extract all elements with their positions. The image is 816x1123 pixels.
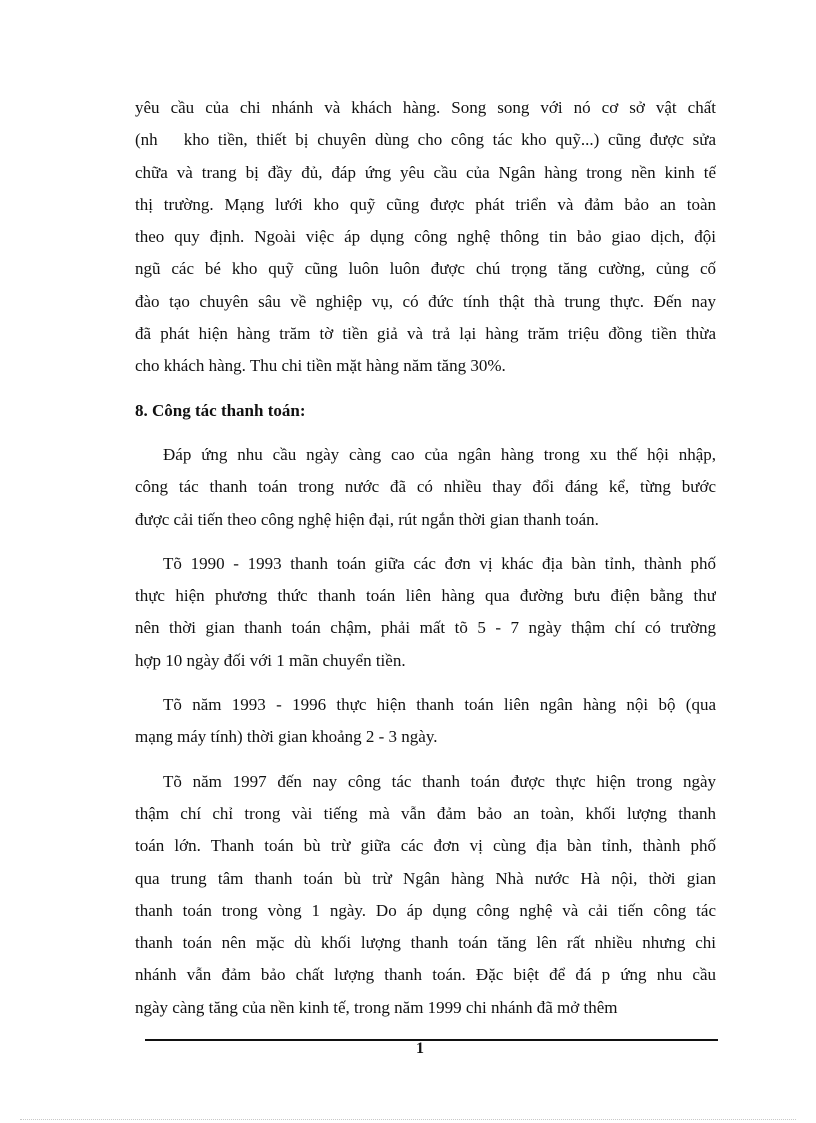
text-line: theo quy định. Ngoài việc áp dụng công nghệ thông tin bảo giao dịch, đội	[135, 227, 716, 247]
text-line: đã phát hiện hàng trăm tờ tiền giả và trả lại hàng trăm triệu đồng tiền thừa	[135, 324, 716, 344]
text-line: qua trung tâm thanh toán bù trừ Ngân hàng Nhà nước Hà nội, thời gian	[135, 868, 716, 888]
text-line: toán lớn. Thanh toán bù trừ giữa các đơn vị cùng địa bàn tỉnh, thành phố	[135, 836, 716, 856]
paragraph-1997-nay	[135, 766, 716, 1024]
text-line: nên thời gian thanh toán chậm, phải mất tõ 5 - 7 ngày thậm chí có trường	[135, 618, 716, 638]
page-edge-divider	[20, 1119, 796, 1120]
page-number: 1	[416, 1040, 424, 1057]
text-line: Đáp ứng nhu cầu ngày càng cao của ngân hàng trong xu thế hội nhập,	[163, 444, 716, 464]
text-line: Tõ năm 1993 - 1996 thực hiện thanh toán liên ngân hàng nội bộ (qua	[163, 695, 716, 715]
paragraph-1993-1996	[135, 689, 716, 754]
paragraph-thanh-toan-intro	[135, 439, 716, 536]
section-heading: 8. Công tác thanh toán:	[135, 400, 306, 420]
text-line: nhánh vẫn đảm bảo chất lượng thanh toán. Đặc biệt để đá p ứng nhu cầu	[135, 965, 716, 985]
paragraph-1990-1993	[135, 548, 716, 677]
text-line: thanh toán trong vòng 1 ngày. Do áp dụng công nghệ và cải tiến công tác	[135, 900, 716, 920]
text-line: thực hiện phương thức thanh toán liên hàng qua đường bưu điện bằng thư	[135, 586, 716, 606]
paragraph-kho-quy	[135, 92, 716, 383]
text-line: được cải tiến theo công nghệ hiện đại, rút ngắn thời gian thanh toán.	[135, 509, 599, 529]
text-line: chữa và trang bị đầy đủ, đáp ứng yêu cầu của Ngân hàng trong nền kinh tế	[135, 162, 716, 182]
text-line: đào tạo chuyên sâu về nghiệp vụ, có đức tính thật thà trung thực. Đến nay	[135, 291, 716, 311]
text-line: Tõ năm 1997 đến nay công tác thanh toán được thực hiện trong ngày	[163, 771, 716, 791]
text-line: hợp 10 ngày đối với 1 mãn chuyển tiền.	[135, 650, 406, 670]
text-line: thị trường. Mạng lưới kho quỹ cũng được phát triển và đảm bảo an toàn	[135, 194, 716, 214]
text-line: cho khách hàng. Thu chi tiền mặt hàng năm tăng 30%.	[135, 356, 506, 376]
text-line: mạng máy tính) thời gian khoảng 2 - 3 ngày.	[135, 727, 438, 747]
text-line: Tõ 1990 - 1993 thanh toán giữa các đơn vị khác địa bàn tỉnh, thành phố	[163, 553, 716, 573]
body-text	[135, 92, 716, 1024]
text-line: yêu cầu của chi nhánh và khách hàng. Song song với nó cơ sở vật chất	[135, 98, 716, 117]
text-line: ngày càng tăng của nền kinh tế, trong năm 1999 chi nhánh đã mở thêm	[135, 997, 618, 1017]
text-line: công tác thanh toán trong nước đã có nhiều thay đổi đáng kể, từng bước	[135, 477, 716, 497]
text-line: (nh kho tiền, thiết bị chuyên dùng cho công tác kho quỹ...) cũng được sửa	[135, 130, 716, 150]
text-line: thậm chí chỉ trong vài tiếng mà vẫn đảm bảo an toàn, khối lượng thanh	[135, 803, 716, 823]
text-line: ngũ các bé kho quỹ cũng luôn luôn được chú trọng tăng cường, củng cố	[135, 259, 716, 279]
text-line: thanh toán nên mặc dù khối lượng thanh toán tăng lên rất nhiều nhưng chi	[135, 933, 716, 953]
